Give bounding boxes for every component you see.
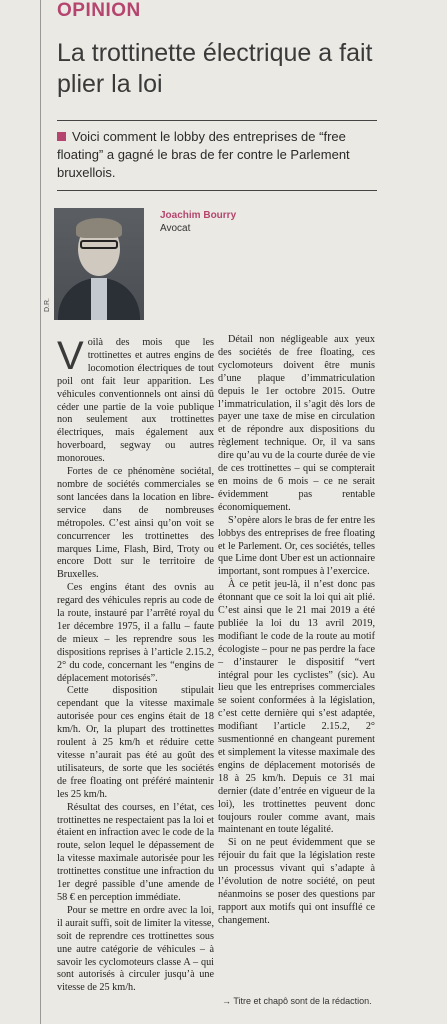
- paragraph: S’opère alors le bras de fer entre les lobbys des entreprises de free floating et le Parlement. Or, ces sociétés, telles que Lime dont Uber est un actionnaire important, sont rompues à l’exercice.: [218, 514, 375, 578]
- chapo-text: Voici comment le lobby des entreprises de “free floating” a gagné le bras de fer contre le Parlement bruxellois.: [57, 129, 350, 180]
- paragraph: Si on ne peut évidemment que se réjouir du fait que la législation reste un processus vivant qui s’adapte à l’évolution de notre société, on peut néanmoins se poser des questions par rapport aux motifs qui ont insufflé ce changement.: [218, 837, 375, 926]
- author-role: Avocat: [160, 223, 191, 234]
- chapo-rule: [57, 190, 377, 191]
- author-photo: [54, 208, 144, 320]
- paragraph: Voilà des mois que les trottinettes et autres engins de locomotion électriques de tout poil ont fait leur apparition. Les véhicules conventionnels ont ainsi dû céder une partie de la voie publique non seulement aux trottinettes électriques, mais également aux hoverboard, segway ou autres monoroues.: [57, 334, 214, 465]
- headline-rule: [57, 120, 377, 121]
- author-block: [160, 209, 236, 235]
- paragraph: Pour se mettre en ordre avec la loi, il aurait suffi, soit de limiter la vitesse, soit de reprendre ces trottinettes sous une autre catégorie de véhicules – à savoir les cyclomoteurs classe A – qui sont autorisés à circuler jusqu’à une vitesse de 25 km/h.: [57, 904, 214, 994]
- article-column-2: [218, 334, 375, 928]
- dropcap: V: [57, 334, 84, 378]
- paragraph: Résultat des courses, en l’état, ces trottinettes ne respectaient pas la loi et étaient en infraction avec le code de la route, selon lequel le dépassement de la vitesse maximale autorisée pour les trottinettes constitue une infraction du 1er degré passible d’une amende de 58 € en perception immédiate.: [57, 801, 214, 903]
- article-column-1: [57, 334, 214, 995]
- paragraph: Ces engins étant des ovnis au regard des véhicules repris au code de la route, instauré par l’arrêté royal du 1er décembre 1975, il a fallu – faute de mieux – les reprendre sous les dispositions reprises à l’article 2.15.2, 2° du code, concernant les “engins de déplacement motorisés”.: [57, 582, 214, 684]
- paragraph: À ce petit jeu-là, il n’est donc pas étonnant que ce soit la loi qui ait plié. C’est ainsi que le 21 mai 2019 a été publiée la loi du 13 avril 2019, modifiant le code de la route au motif écologiste – pour ne pas perdre la face – d’instaurer le dispositif “vert intégral pour les cyclistes” (sic). Au lieu que les entreprises commerciales se soient conformées à la législation, c’est cette dernière qui s’est adaptée, modifiant l’article 2.15.2, 2° susmentionné en changeant purement et simplement la vitesse maximale des engins de déplacement motorisés de 18 à 25 km/h. Depuis ce 31 mai dernier (date d’entrée en vigueur de la loi), les trottinettes peuvent donc toujours rouler comme avant, mais maintenant en toute légalité.: [218, 579, 375, 836]
- square-bullet-icon: [57, 132, 66, 141]
- column-rule: [40, 0, 41, 1024]
- paragraph: Cette disposition stipulait cependant que la vitesse maximale autorisée pour ces engins était de 18 km/h. Or, la plupart des trottinettes roulent à 25 km/h et réduire cette vitesse n’aurait pas été au goût des utilisateurs, de sorte que les sociétés de free floating ont préféré maintenir les 25 km/h.: [57, 685, 214, 800]
- editorial-note: → Titre et chapô sont de la rédaction.: [222, 996, 372, 1006]
- paragraph: Fortes de ce phénomène sociétal, nombre de sociétés commerciales se sont lancées dans la location en libre-service dans de nombreuses métropoles. C’est ainsi qu’on voit se concurrencer les trottinettes des marques Lime, Flash, Bird, Troty ou encore Dott sur le territoire de Bruxelles.: [57, 466, 214, 581]
- headline: La trottinette électrique a fait plier la loi: [57, 39, 373, 98]
- photo-credit: D.R.: [44, 298, 51, 312]
- paragraph: Détail non négligeable aux yeux des sociétés de free floating, ces cyclomoteurs doivent être munis d’une plaque d’immatriculation depuis le 1er octobre 2015. Outre l’immatriculation, il s’agit dès lors de payer une taxe de mise en circulation et de répondre aux dispositions du règlement technique. Or, il va sans dire qu’au vu de la courte durée de vie de ces trottinettes – qui se compterait en moins de 6 mois – ce ne serait évidemment pas rentable économiquement.: [218, 334, 375, 513]
- author-name: Joachim Bourry: [160, 210, 237, 221]
- section-label: OPINION: [57, 0, 141, 21]
- chapo: [57, 128, 377, 182]
